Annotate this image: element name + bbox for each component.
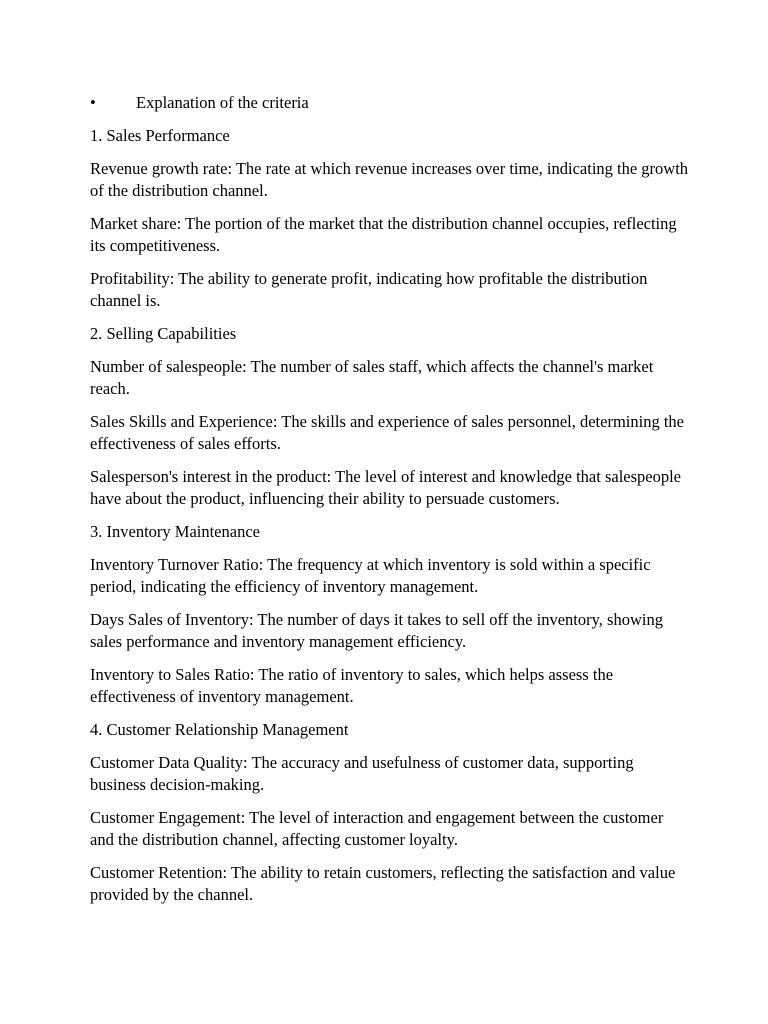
criterion-customer-data-quality: Customer Data Quality: The accuracy and usefulness of customer data, supporting business decision-making.: [90, 753, 634, 794]
criterion-sales-skills-experience: Sales Skills and Experience: The skills and experience of sales personnel, determining the effectiveness of sales efforts.: [90, 412, 684, 453]
bullet-heading: [90, 92, 690, 114]
criterion-market-share: Market share: The portion of the market that the distribution channel occupies, reflecting its competitiveness.: [90, 214, 677, 255]
bullet-mark: •: [90, 93, 96, 112]
bullet-heading-text: Explanation of the criteria: [136, 93, 309, 112]
criterion-days-sales-of-inventory: Days Sales of Inventory: The number of days it takes to sell off the inventory, showing sales performance and inventory management efficiency.: [90, 610, 663, 651]
section-heading-sales-performance: 1. Sales Performance: [90, 126, 230, 145]
criterion-customer-engagement: Customer Engagement: The level of interaction and engagement between the customer and the distribution channel, affecting customer loyalty.: [90, 808, 664, 849]
criterion-salesperson-interest: Salesperson's interest in the product: The level of interest and knowledge that salespeople have about the product, influencing their ability to persuade customers.: [90, 467, 682, 508]
criterion-profitability: Profitability: The ability to generate profit, indicating how profitable the distribution channel is.: [90, 269, 648, 310]
section-heading-selling-capabilities: 2. Selling Capabilities: [90, 324, 237, 343]
criterion-revenue-growth-rate: Revenue growth rate: The rate at which revenue increases over time, indicating the growth of the distribution channel.: [90, 159, 689, 200]
criterion-number-of-salespeople: Number of salespeople: The number of sales staff, which affects the channel's market reach.: [90, 357, 654, 398]
document-body: [90, 92, 690, 917]
criterion-inventory-turnover-ratio: Inventory Turnover Ratio: The frequency at which inventory is sold within a specific period, indicating the efficiency of inventory management.: [90, 555, 651, 596]
section-heading-inventory-maintenance: 3. Inventory Maintenance: [90, 522, 260, 541]
section-heading-customer-relationship-management: 4. Customer Relationship Management: [90, 720, 349, 739]
criterion-customer-retention: Customer Retention: The ability to retain customers, reflecting the satisfaction and value provided by the channel.: [90, 863, 676, 904]
criterion-inventory-to-sales-ratio: Inventory to Sales Ratio: The ratio of inventory to sales, which helps assess the effectiveness of inventory management.: [90, 665, 614, 706]
